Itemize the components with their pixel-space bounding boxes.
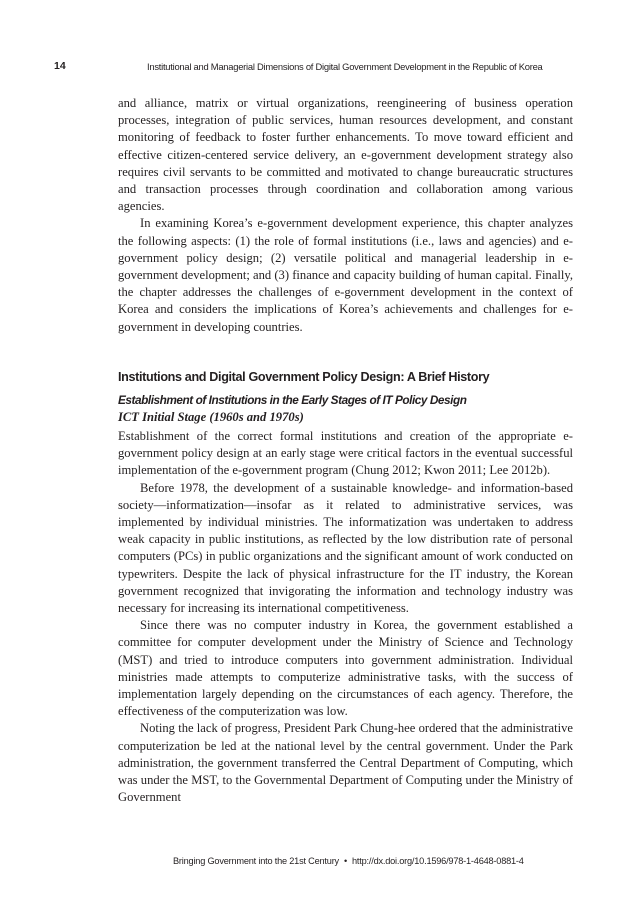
footer-doi-link[interactable]: http://dx.doi.org/10.1596/978-1-4648-0881-4 <box>351 856 524 866</box>
section-paragraph-2: Before 1978, the development of a sustainable knowledge- and information-based society—informatization—insofar as it related to administrative services, was implemented by individual ministries. The informatization was undertaken to address weak capacity in public institutions, as reflected by the low distribution rate of personal computers (PCs) in public organizations and the significant amount of work conducted on typewriters. Despite the lack of physical infrastructure for the IT industry, the Korean government recognized that invigorating the information and technology industry was necessary for increasing its international competitiveness. <box>118 480 573 616</box>
subsection-heading: Establishment of Institutions in the Early Stages of IT Policy Design <box>118 393 467 407</box>
footer-separator: • <box>343 856 347 866</box>
section-paragraph-4: Noting the lack of progress, President Park Chung-hee ordered that the administrative computerization be led at the national level by the central government. Under the Park administration, the government transferred the Central Department of Computing, which was under the MST, to the Governmental Department of Computing under the Ministry of Government <box>118 721 573 805</box>
running-title: Institutional and Managerial Dimensions of Digital Government Development in the Republic of Korea <box>147 61 543 72</box>
intro-paragraph-2: In examining Korea’s e-government development experience, this chapter analyzes the following aspects: (1) the role of formal institutions (i.e., laws and agencies) and e-government policy design; (2) versatile political and managerial leadership in e-government development; and (3) finance and capacity building of human capital. Finally, the chapter addresses the challenges of e-government development in the context of Korea and considers the implications of Korea’s achievements and challenges for e-government in developing countries. <box>118 216 573 334</box>
section-paragraph-3: Since there was no computer industry in Korea, the government established a committee for computer development under the Ministry of Science and Technology (MST) and tried to introduce computers into government administration. Individual ministries made attempts to computerize administrative tasks, with the success of implementation largely depending on the circumstances of each agency. Therefore, the effectiveness of the computerization was low. <box>118 618 573 719</box>
page-footer <box>173 856 593 866</box>
section-heading: Institutions and Digital Government Policy Design: A Brief History <box>118 370 490 384</box>
intro-text <box>118 95 573 336</box>
footer-book-title: Bringing Government into the 21st Century <box>173 856 339 866</box>
section-body <box>118 428 573 806</box>
section-paragraph-1: Establishment of the correct formal institutions and creation of the appropriate e-government policy design at an early stage were critical factors in the eventual successful implementation of the e-government program (Chung 2012; Kwon 2011; Lee 2012b). <box>118 429 573 478</box>
intro-paragraph-1: and alliance, matrix or virtual organizations, reengineering of business operation processes, integration of public services, human resources development, and constant monitoring of feedback to foster further enhancements. To move toward efficient and effective citizen-centered service delivery, an e-government development strategy also requires civil servants to be committed and motivated to change bureaucratic structures and transaction processes through coordination and collaboration among various agencies. <box>118 96 573 214</box>
page-header <box>0 60 638 80</box>
page-number: 14 <box>54 60 66 72</box>
subsubsection-heading: ICT Initial Stage (1960s and 1970s) <box>118 410 304 424</box>
